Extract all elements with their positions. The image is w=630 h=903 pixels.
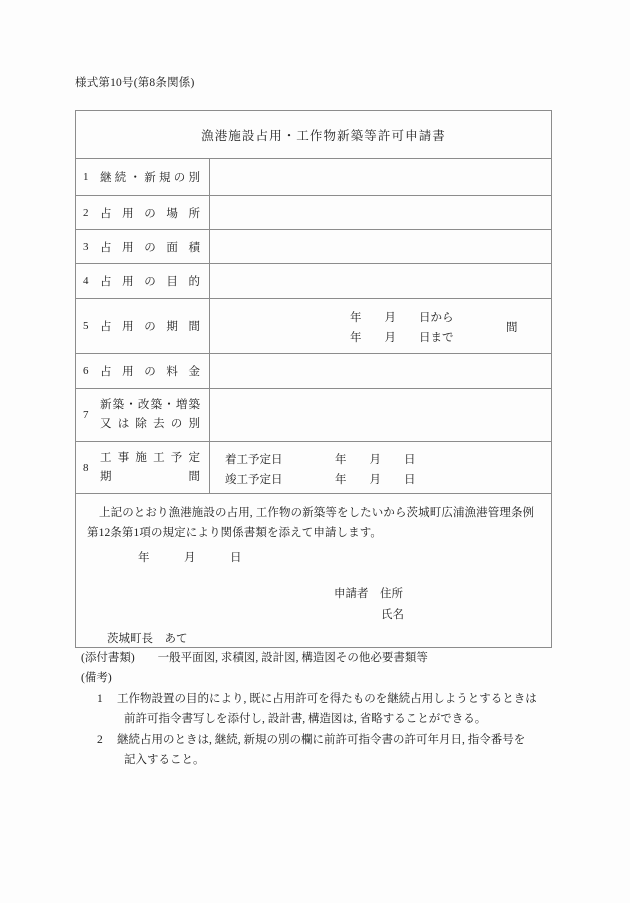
row-label-occupancy-fee [76,354,210,389]
page-title: 漁港施設占用・工作物新築等許可申請書 [201,128,446,143]
row-label-text: 占用の料金 [100,366,200,378]
row-label-occupancy-period [76,299,210,354]
note-text-line2: 記入すること。 [124,754,205,767]
notes-section [75,648,575,771]
finish-date-field[interactable]: 年 月 日 [335,474,416,486]
start-date-label: 着工予定日 [225,454,283,466]
attachments-line: (添付書類) 一般平面図, 求積図, 設計図, 構造図その他必要書類等 [81,652,428,664]
table-row [76,230,552,264]
row-value-occupancy-area[interactable] [210,230,552,264]
row-number: 3 [83,240,89,253]
table-row [76,299,552,354]
row-number: 5 [83,320,89,332]
note-text-line2: 前許可指令書写しを添付し, 設計書, 構造図は, 省略することができる。 [124,713,487,726]
period-duration-label: 間 [506,322,518,334]
row-label-text: 占用の目的 [100,276,200,288]
row-label-text-line1: 工事施工予定 [100,451,200,464]
row-label-text-line2: 又は除去の別 [100,418,200,430]
row-value-construction-type[interactable] [210,389,552,442]
row-number: 6 [83,365,89,377]
note-marker: 2 [97,733,103,746]
form-title-cell [76,111,552,159]
row-value-occupancy-purpose[interactable] [210,264,552,299]
table-row-declaration [76,494,552,648]
start-date-field[interactable]: 年 月 日 [335,454,416,466]
declaration-date-field[interactable]: 年 月 日 [138,552,242,564]
row-label-occupancy-location [76,196,210,230]
table-row [76,442,552,494]
row-number: 8 [83,461,89,474]
row-number: 7 [83,409,89,421]
table-row [76,354,552,389]
row-label-construction-type [76,389,210,442]
row-value-occupancy-location[interactable] [210,196,552,230]
list-item [75,730,575,771]
row-value-occupancy-fee[interactable] [210,354,552,389]
applicant-address-field[interactable]: 申請者 住所 [334,588,403,600]
row-value-construction-schedule[interactable] [210,442,552,494]
period-to-field[interactable]: 年 月 日まで [350,332,454,344]
finish-date-label: 竣工予定日 [225,474,283,486]
row-label-text: 占用の面積 [100,241,200,254]
note-marker: 1 [97,692,103,705]
table-row-title [76,111,552,159]
period-from-field[interactable]: 年 月 日から [350,312,454,324]
row-value-occupancy-period[interactable] [210,299,552,354]
row-label-construction-schedule [76,442,210,494]
row-number: 1 [83,171,89,183]
form-number-heading: 様式第10号(第8条関係) [75,77,195,89]
note-text-line1: 継続占用のときは, 継続, 新規の別の欄に前許可指令書の許可年月日, 指令番号を [117,733,526,746]
row-value-continuation-type[interactable] [210,159,552,196]
table-row [76,196,552,230]
addressee-label: 茨城町長 あて [107,633,188,645]
table-row [76,264,552,299]
row-label-text: 占用の期間 [100,321,200,333]
note-text-line1: 工作物設置の目的により, 既に占用許可を得たものを継続占用しようとするときは [117,692,537,705]
row-label-occupancy-area [76,230,210,264]
table-row [76,389,552,442]
row-label-text: 継続・新規の別 [100,172,200,184]
row-label-text-line1: 新築・改築・増築 [100,399,200,412]
row-label-text-line2: 期間 [100,470,200,483]
row-number: 4 [83,275,89,287]
row-label-continuation-type [76,159,210,196]
remarks-heading: (備考) [81,672,112,685]
application-form-table [75,110,552,648]
list-item [75,689,575,730]
row-label-text: 占用の場所 [100,207,200,220]
row-label-occupancy-purpose [76,264,210,299]
applicant-name-field[interactable]: 氏名 [381,609,404,621]
declaration-cell [76,494,552,648]
declaration-paragraph: 上記のとおり漁港施設の占用, 工作物の新築等をしたいから茨城町広浦漁港管理条例第12条第1項の規定により関係書類を添えて申請します。 [87,507,535,540]
table-row [76,159,552,196]
row-number: 2 [83,206,89,219]
